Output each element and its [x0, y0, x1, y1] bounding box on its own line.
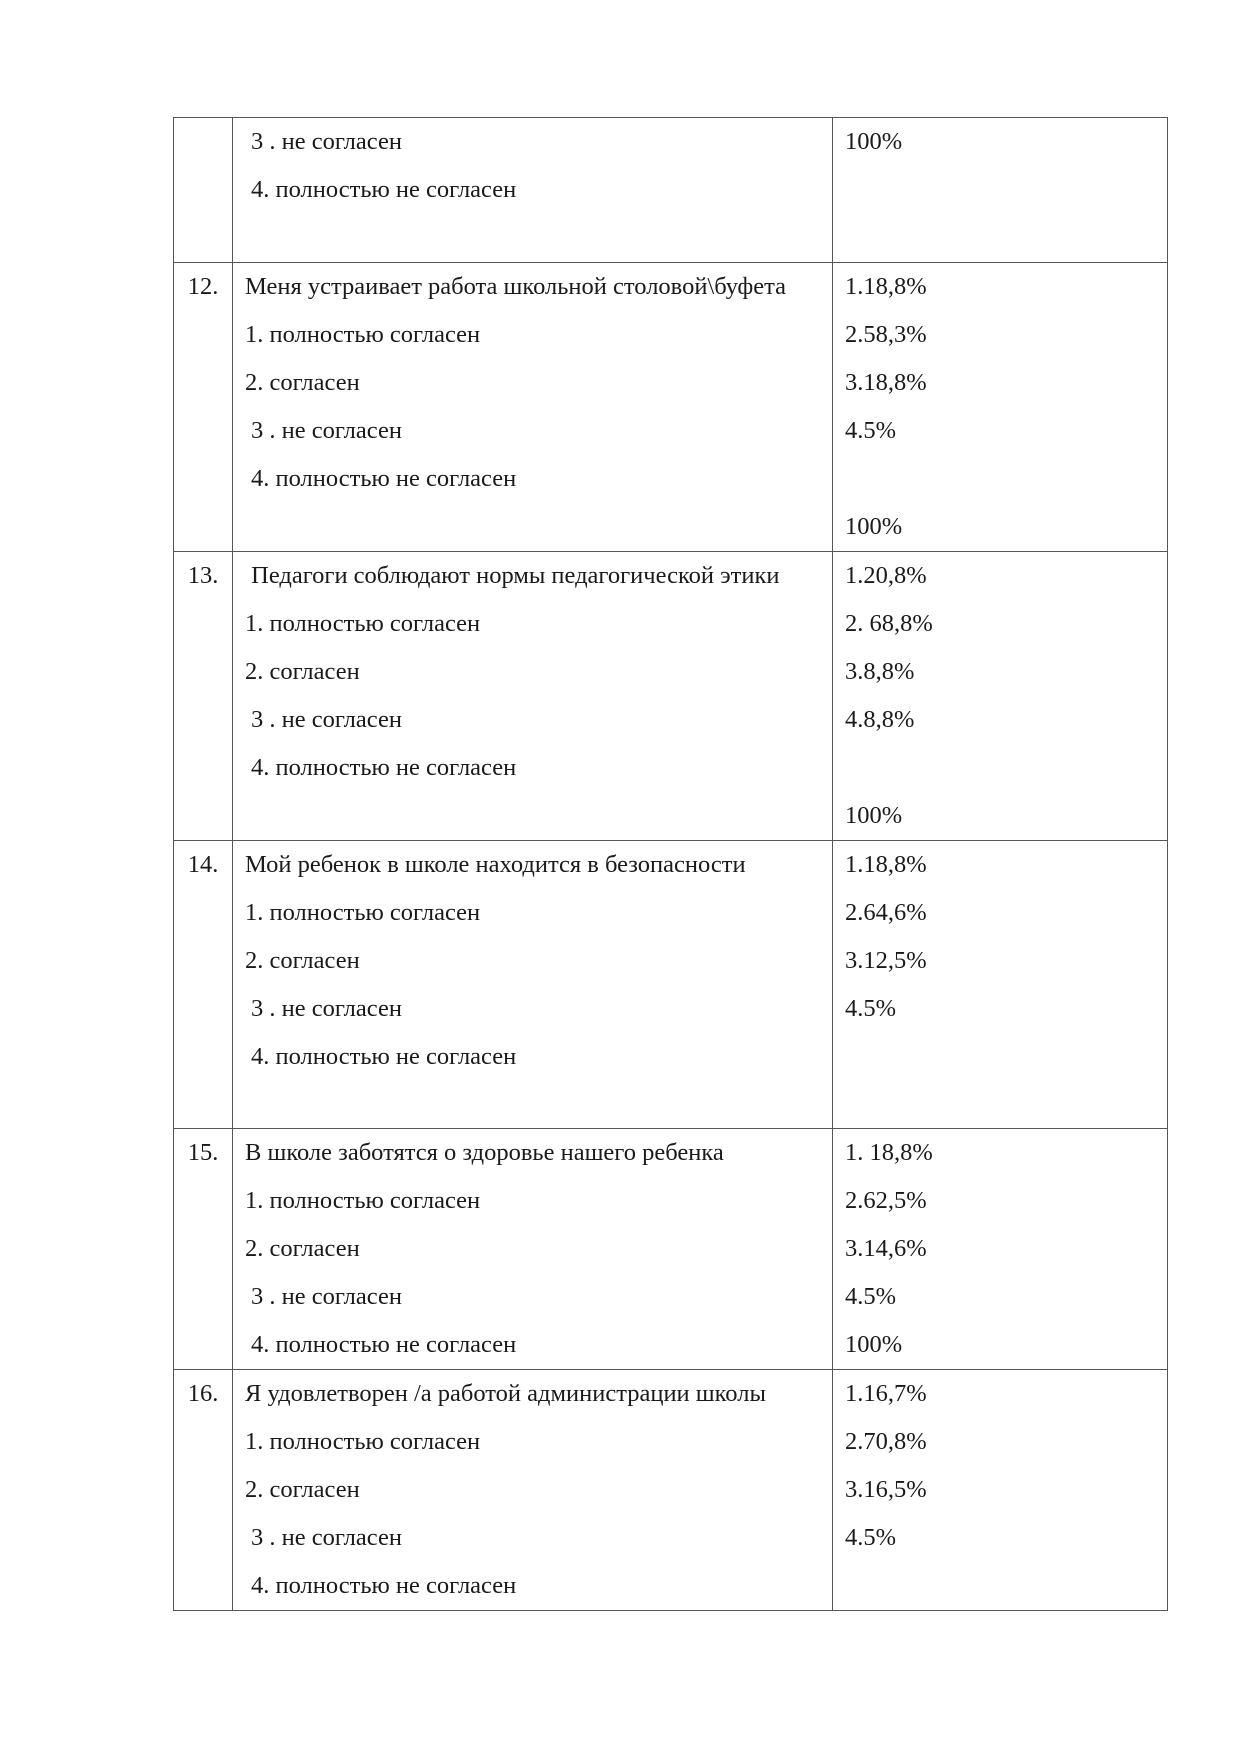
result-2: 2.64,6%	[845, 899, 927, 926]
option-4: 4. полностью не согласен	[251, 1043, 517, 1070]
result-2: 2. 68,8%	[845, 610, 933, 637]
result-3: 3.14,6%	[845, 1235, 927, 1262]
results-cell	[833, 263, 1168, 552]
option-4: 4. полностью не согласен	[251, 1331, 517, 1358]
result-4: 4.5%	[845, 1524, 897, 1551]
question-cell	[233, 1370, 833, 1611]
result-2: 2.70,8%	[845, 1428, 927, 1455]
result-blank	[845, 744, 1167, 792]
row-number	[174, 118, 233, 263]
result-total: 100%	[845, 513, 903, 540]
table-row	[174, 1370, 1168, 1611]
results-cell	[833, 1370, 1168, 1611]
result-blank	[845, 455, 1167, 503]
result-1: 1. 18,8%	[845, 1139, 933, 1166]
option-2: 2. согласен	[245, 1476, 360, 1503]
row-number: 15.	[174, 1129, 233, 1370]
result-4: 4.5%	[845, 1283, 897, 1310]
option-1: 1. полностью согласен	[245, 1428, 481, 1455]
option-1: 1. полностью согласен	[245, 899, 481, 926]
question-cell	[233, 263, 833, 552]
option-3: 3 . не согласен	[251, 1524, 402, 1551]
results-cell	[833, 118, 1168, 263]
result-4: 4.5%	[845, 417, 897, 444]
option-3: 3 . не согласен	[251, 706, 402, 733]
question-cell	[233, 1129, 833, 1370]
table-row	[174, 1129, 1168, 1370]
option-2: 2. согласен	[245, 658, 360, 685]
question-text: В школе заботятся о здоровье нашего ребенка	[245, 1139, 724, 1166]
results-cell	[833, 1129, 1168, 1370]
result-total: 100%	[845, 1331, 903, 1358]
result-total: 100%	[845, 128, 903, 155]
option-3: 3 . не согласен	[251, 1283, 402, 1310]
option-1: 1. полностью согласен	[245, 1187, 481, 1214]
result-3: 3.16,5%	[845, 1476, 927, 1503]
table-row	[174, 118, 1168, 263]
row-number: 12.	[174, 263, 233, 552]
question-text: Педагоги соблюдают нормы педагогической этики	[245, 562, 780, 589]
result-4: 4.5%	[845, 995, 897, 1022]
question-text: Меня устраивает работа школьной столовой\буфета	[245, 273, 787, 300]
row-number: 13.	[174, 552, 233, 841]
option-3: 3 . не согласен	[251, 128, 402, 155]
question-text: Мой ребенок в школе находится в безопасности	[245, 851, 746, 878]
option-3: 3 . не согласен	[251, 417, 402, 444]
option-4: 4. полностью не согласен	[251, 176, 517, 203]
option-4: 4. полностью не согласен	[251, 1572, 517, 1599]
result-2: 2.62,5%	[845, 1187, 927, 1214]
result-3: 3.12,5%	[845, 947, 927, 974]
result-total: 100%	[845, 802, 903, 829]
results-cell	[833, 552, 1168, 841]
option-1: 1. полностью согласен	[245, 610, 481, 637]
result-2: 2.58,3%	[845, 321, 927, 348]
option-2: 2. согласен	[245, 369, 360, 396]
table-row	[174, 552, 1168, 841]
option-4: 4. полностью не согласен	[251, 465, 517, 492]
table-row	[174, 841, 1168, 1129]
question-cell	[233, 841, 833, 1129]
row-number: 16.	[174, 1370, 233, 1611]
result-4: 4.8,8%	[845, 706, 915, 733]
option-4: 4. полностью не согласен	[251, 754, 517, 781]
option-1: 1. полностью согласен	[245, 321, 481, 348]
result-1: 1.18,8%	[845, 273, 927, 300]
result-3: 3.8,8%	[845, 658, 915, 685]
option-2: 2. согласен	[245, 1235, 360, 1262]
option-2: 2. согласен	[245, 947, 360, 974]
question-text: Я удовлетворен /а работой администрации школы	[245, 1380, 766, 1407]
table-row	[174, 263, 1168, 552]
row-number: 14.	[174, 841, 233, 1129]
result-3: 3.18,8%	[845, 369, 927, 396]
results-cell	[833, 841, 1168, 1129]
survey-results-table	[173, 117, 1168, 1611]
question-cell	[233, 118, 833, 263]
question-cell	[233, 552, 833, 841]
option-3: 3 . не согласен	[251, 995, 402, 1022]
result-1: 1.18,8%	[845, 851, 927, 878]
result-1: 1.20,8%	[845, 562, 927, 589]
result-1: 1.16,7%	[845, 1380, 927, 1407]
